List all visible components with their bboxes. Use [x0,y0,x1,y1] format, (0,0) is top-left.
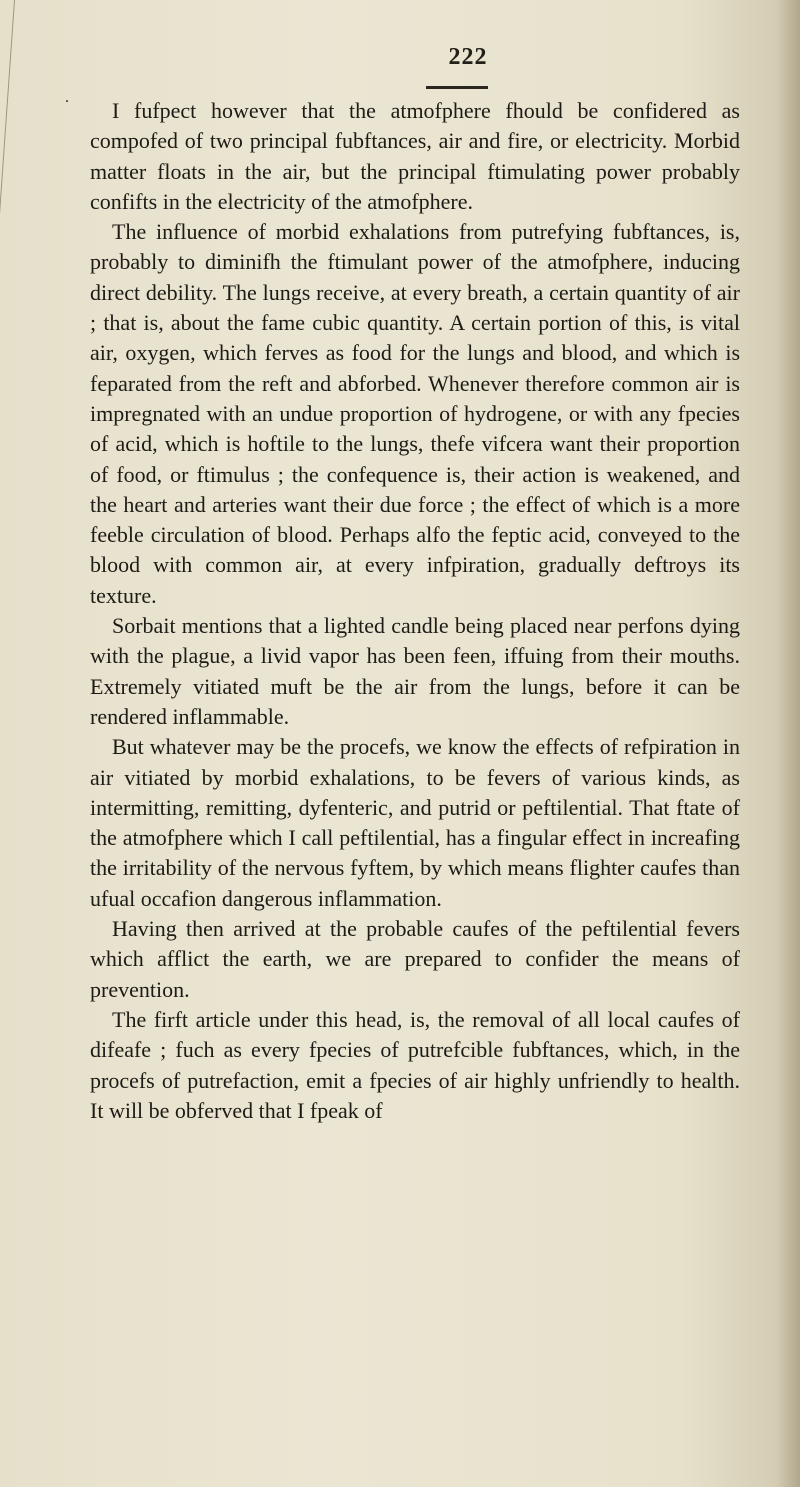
page-number-rule [426,86,488,89]
margin-line [0,0,15,299]
margin-mark: ˙ [64,96,70,116]
paragraph-6: The firft article under this head, is, the removal of all local caufes of difeafe ; fuch as every fpecies of putrefcible fubftances, which, in the procefs of putrefaction, emit a fpecies of air highly unfriendly to health. It will be obferved that I fpeak of [90,1006,740,1123]
body-text [90,96,740,1126]
paragraph-1: I fufpect however that the atmofphere fhould be confidered as compofed of two principal fubftances, air and fire, or electricity. Morbid matter floats in the air, but the principal ftimulating power probably confifts in the electricity of the atmofphere. [90,98,740,214]
paragraph-4: But whatever may be the procefs, we know the effects of refpiration in air vitiated by morbid exhalations, to be fevers of various kinds, as intermitting, remitting, dyfenteric, and putrid or peftilential. That ftate of the atmofphere which I call peftilential, has a fingular effect in increafing the irritability of the nervous fyftem, by which means flighter caufes than ufual occafion dangerous inflammation. [90,734,740,911]
paragraph-5: Having then arrived at the probable caufes of the peftilential fevers which afflict the earth, we are prepared to confider the means of prevention. [90,916,740,1002]
paragraph-3: Sorbait mentions that a lighted candle being placed near perfons dying with the plague, a livid vapor has been feen, iffuing from their mouths. Extremely vitiated muft be the air from the lungs, before it can be rendered inflammable. [90,613,740,729]
page-number: 222 [448,44,488,70]
page-edge-shadow [778,0,800,1487]
paragraph-2: The influence of morbid exhalations from putrefying fubftances, is, probably to diminifh the ftimulant power of the atmofphere, inducing direct debility. The lungs receive, at every breath, a certain quantity of air ; that is, about the fame cubic quantity. A certain portion of this, is vital air, oxygen, which ferves as food for the lungs and blood, and which is feparated from the reft and abforbed. Whenever therefore common air is impregnated with an undue proportion of hydrogene, or with any fpecies of acid, which is hoftile to the lungs, thefe vifcera want their proportion of food, or ftimulus ; the confequence is, their action is weakened, and the heart and arteries want their due force ; the effect of which is a more feeble circulation of blood. Perhaps alfo the feptic acid, conveyed to the blood with common air, at every infpiration, gradually deftroys its texture. [90,219,740,608]
